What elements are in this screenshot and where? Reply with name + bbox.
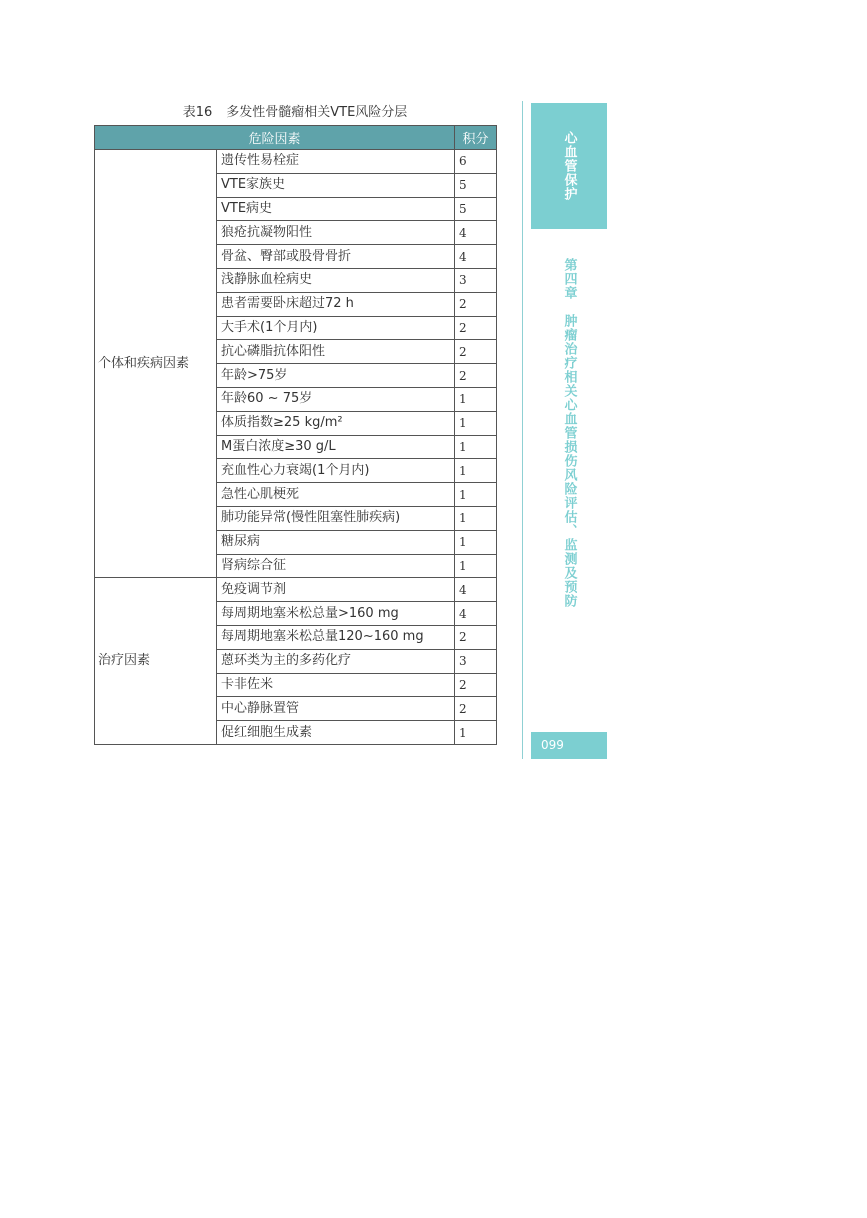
factor-cell: 促红细胞生成素: [217, 721, 455, 745]
score-cell: 5: [455, 197, 497, 221]
score-cell: 5: [455, 173, 497, 197]
table-row: [95, 578, 497, 602]
factor-cell: VTE家族史: [217, 173, 455, 197]
factor-cell: 每周期地塞米松总量>160 mg: [217, 602, 455, 626]
factor-cell: 免疫调节剂: [217, 578, 455, 602]
table-title: 多发性骨髓瘤相关VTE风险分层: [226, 105, 408, 120]
factor-cell: 患者需要卧床超过72 h: [217, 292, 455, 316]
page-number: 099: [531, 732, 607, 759]
factor-cell: 蒽环类为主的多药化疗: [217, 649, 455, 673]
factor-cell: 遗传性易栓症: [217, 150, 455, 174]
score-cell: 1: [455, 459, 497, 483]
score-cell: 1: [455, 554, 497, 578]
category-cell: 治疗因素: [95, 578, 217, 745]
chapter-title: 第四章 肿瘤治疗相关心血管损伤风险评估、监测及预防: [561, 258, 577, 608]
factor-cell: 每周期地塞米松总量120~160 mg: [217, 625, 455, 649]
factor-cell: VTE病史: [217, 197, 455, 221]
header-risk-factor: 危险因素: [95, 126, 455, 150]
factor-cell: M蛋白浓度≥30 g/L: [217, 435, 455, 459]
score-cell: 1: [455, 411, 497, 435]
table-header-row: [95, 126, 497, 150]
factor-cell: 肾病综合征: [217, 554, 455, 578]
table-row: [95, 150, 497, 174]
sidebar-divider: [522, 101, 523, 759]
score-cell: 1: [455, 530, 497, 554]
factor-cell: 抗心磷脂抗体阳性: [217, 340, 455, 364]
section-tab: [531, 103, 607, 229]
factor-cell: 年龄>75岁: [217, 364, 455, 388]
header-score: 积分: [455, 126, 497, 150]
factor-cell: 中心静脉置管: [217, 697, 455, 721]
factor-cell: 大手术(1个月内): [217, 316, 455, 340]
score-cell: 3: [455, 268, 497, 292]
score-cell: 1: [455, 387, 497, 411]
factor-cell: 急性心肌梗死: [217, 483, 455, 507]
factor-cell: 狼疮抗凝物阳性: [217, 221, 455, 245]
score-cell: 2: [455, 697, 497, 721]
score-cell: 2: [455, 292, 497, 316]
score-cell: 4: [455, 602, 497, 626]
score-cell: 1: [455, 506, 497, 530]
score-cell: 1: [455, 435, 497, 459]
score-cell: 4: [455, 578, 497, 602]
score-cell: 1: [455, 483, 497, 507]
category-cell: 个体和疾病因素: [95, 150, 217, 578]
factor-cell: 体质指数≥25 kg/m²: [217, 411, 455, 435]
score-cell: 2: [455, 316, 497, 340]
table-number: 表16: [182, 105, 213, 120]
chapter-title-block: [531, 258, 607, 608]
score-cell: 2: [455, 673, 497, 697]
score-cell: 2: [455, 625, 497, 649]
factor-cell: 肺功能异常(慢性阻塞性肺疾病): [217, 506, 455, 530]
section-label: 心血管保护: [561, 131, 577, 201]
score-cell: 4: [455, 221, 497, 245]
factor-cell: 充血性心力衰竭(1个月内): [217, 459, 455, 483]
score-cell: 1: [455, 721, 497, 745]
score-cell: 2: [455, 340, 497, 364]
factor-cell: 骨盆、臀部或股骨骨折: [217, 245, 455, 269]
factor-cell: 糖尿病: [217, 530, 455, 554]
score-cell: 2: [455, 364, 497, 388]
table-body: [95, 150, 497, 745]
score-cell: 6: [455, 150, 497, 174]
factor-cell: 年龄60 ~ 75岁: [217, 387, 455, 411]
score-cell: 3: [455, 649, 497, 673]
table-caption: [94, 101, 496, 120]
factor-cell: 浅静脉血栓病史: [217, 268, 455, 292]
score-cell: 4: [455, 245, 497, 269]
factor-cell: 卡非佐米: [217, 673, 455, 697]
vte-risk-table: [94, 125, 497, 745]
